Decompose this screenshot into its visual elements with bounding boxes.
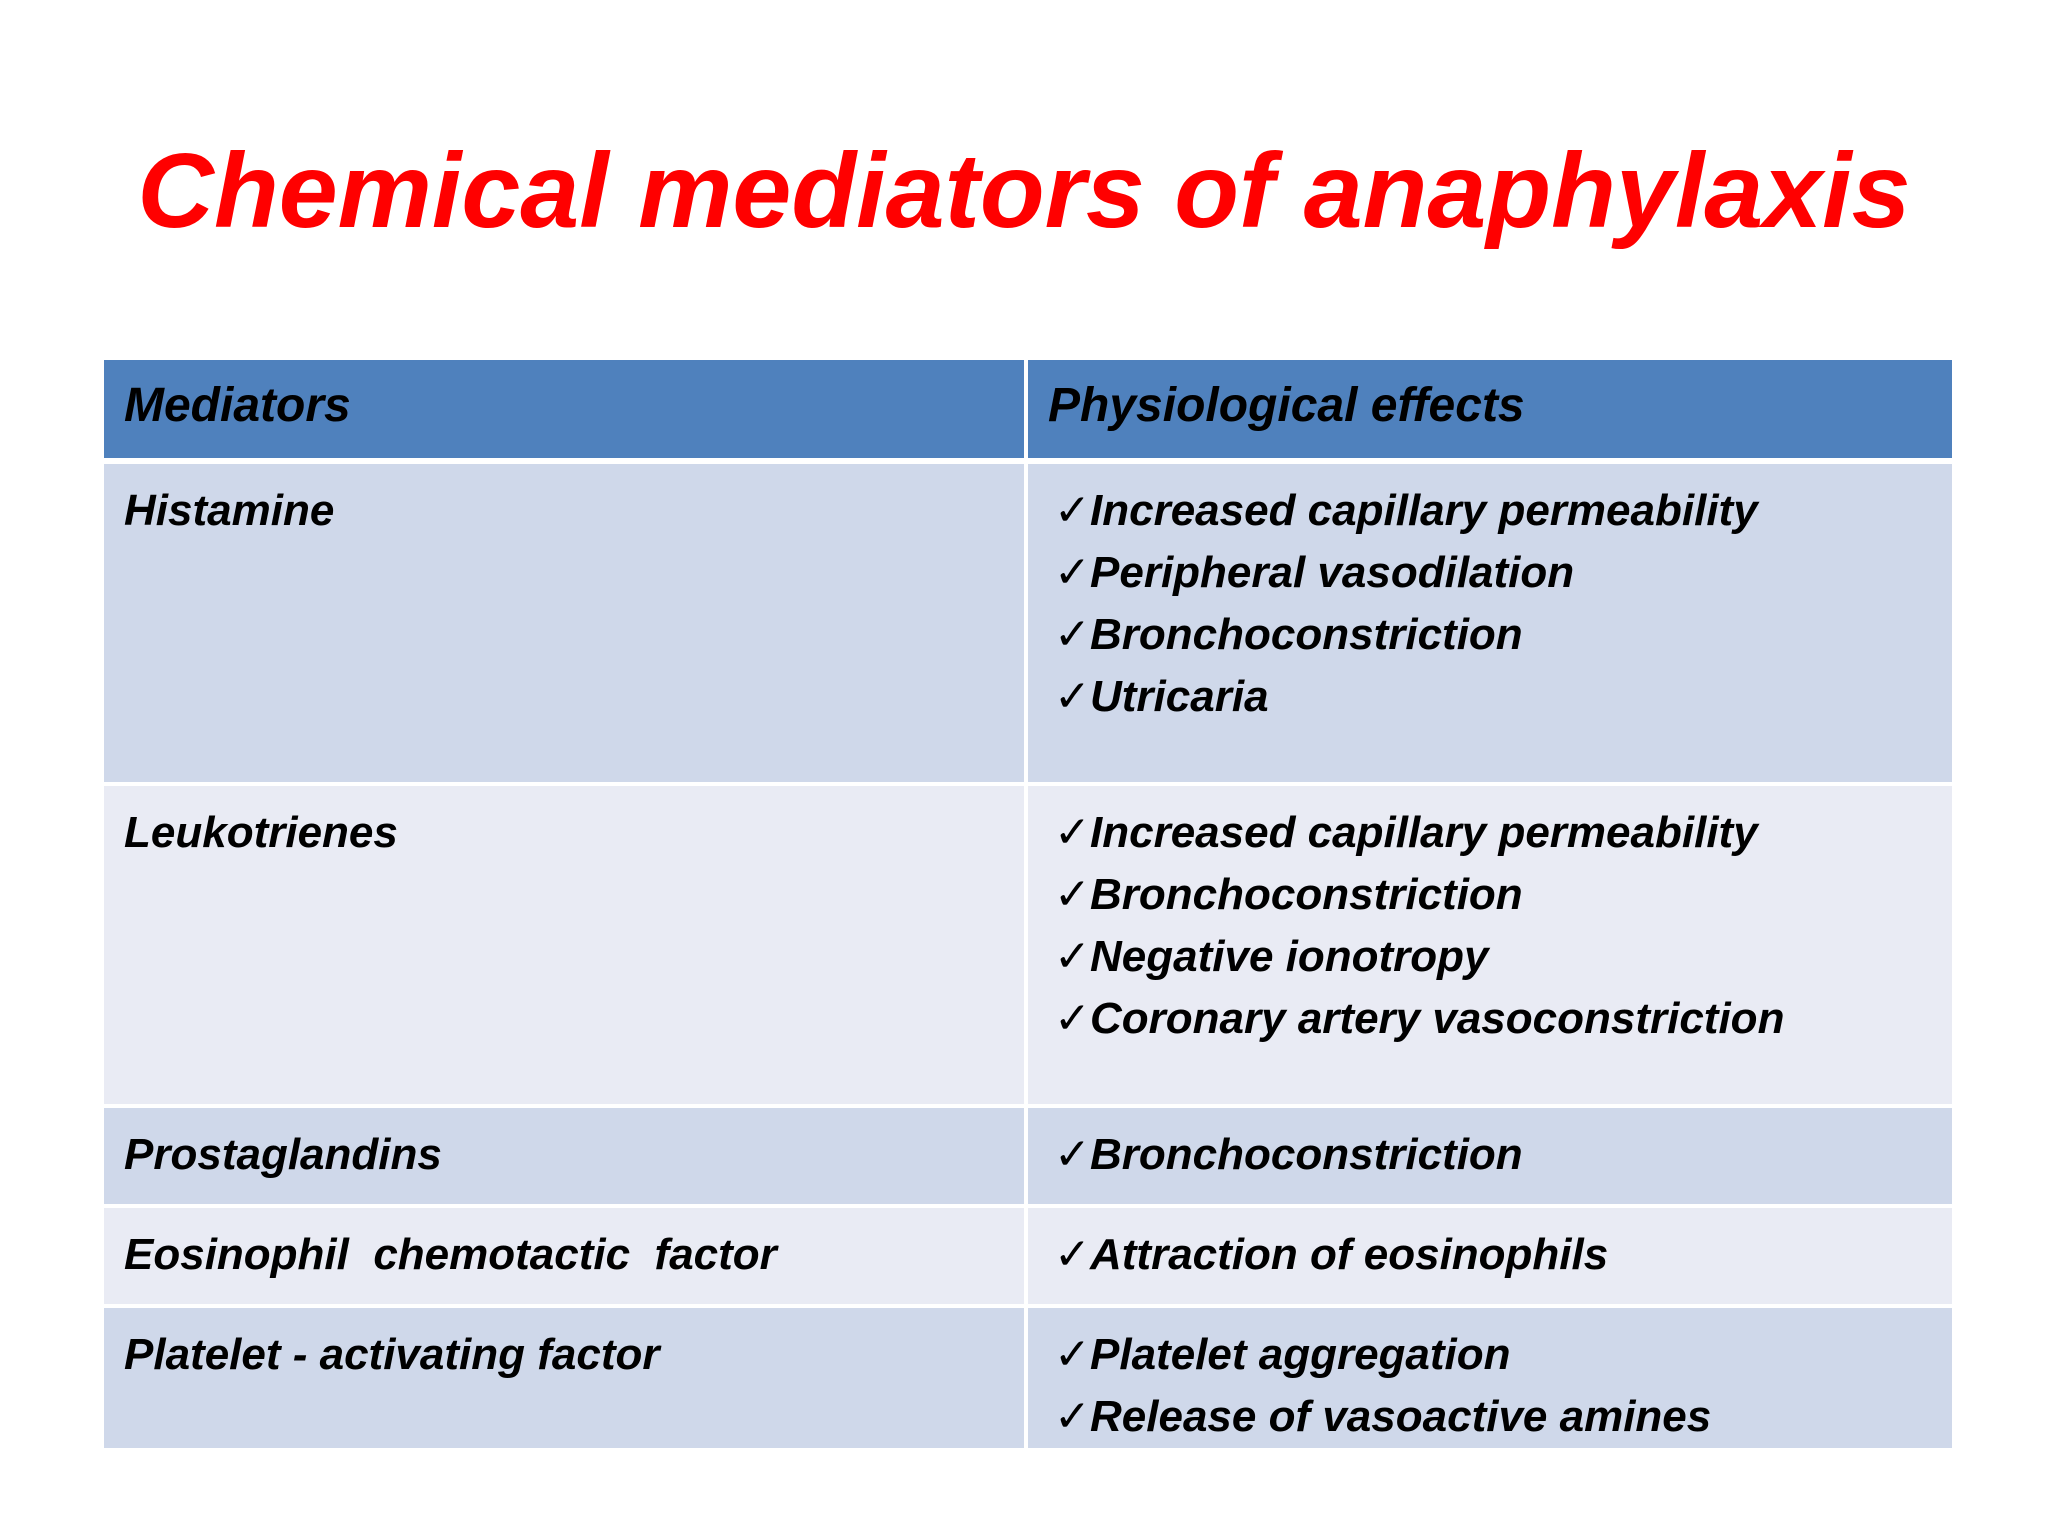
effects-list [1048, 1324, 1932, 1448]
effect-item [1054, 480, 1932, 542]
effect-text: Peripheral vasodilation [1090, 548, 1575, 597]
effect-item [1054, 988, 1932, 1050]
table-row-leukotrienes [104, 786, 1952, 1108]
check-icon: ✓ [1054, 547, 1091, 598]
effect-item [1054, 1324, 1932, 1386]
header-physiological-effects: Physiological effects [1028, 360, 1952, 464]
effect-text: Platelet aggregation [1090, 1330, 1511, 1379]
mediator-cell: Platelet - activating factor [104, 1308, 1028, 1452]
check-icon: ✓ [1054, 671, 1091, 722]
effect-item [1054, 604, 1932, 666]
check-icon: ✓ [1054, 993, 1091, 1044]
check-icon: ✓ [1054, 869, 1091, 920]
effects-list [1048, 480, 1932, 728]
mediator-cell: Leukotrienes [104, 786, 1028, 1108]
check-icon: ✓ [1054, 1229, 1091, 1280]
check-icon: ✓ [1054, 807, 1091, 858]
mediators-table [104, 360, 1952, 1452]
effect-text: Coronary artery vasoconstriction [1090, 994, 1785, 1043]
check-icon: ✓ [1054, 1129, 1091, 1180]
effect-text: Attraction of eosinophils [1090, 1230, 1609, 1279]
effect-item [1054, 802, 1932, 864]
effect-item [1054, 926, 1932, 988]
effects-cell [1028, 464, 1952, 786]
effect-text: Bronchoconstriction [1090, 1130, 1523, 1179]
effects-cell [1028, 1108, 1952, 1208]
effects-list [1048, 1124, 1932, 1186]
check-icon: ✓ [1054, 609, 1091, 660]
table-row-histamine [104, 464, 1952, 786]
effects-list [1048, 1224, 1932, 1286]
table-row-platelet-activating-factor [104, 1308, 1952, 1452]
check-icon: ✓ [1054, 485, 1091, 536]
effect-item [1054, 1224, 1932, 1286]
check-icon: ✓ [1054, 931, 1091, 982]
table-row-prostaglandins [104, 1108, 1952, 1208]
header-mediators: Mediators [104, 360, 1028, 464]
check-icon: ✓ [1054, 1391, 1091, 1442]
effect-text: Utricaria [1090, 672, 1269, 721]
effect-text: Negative ionotropy [1090, 932, 1489, 981]
effects-cell [1028, 1208, 1952, 1308]
mediator-cell: Histamine [104, 464, 1028, 786]
effect-text: Bronchoconstriction [1090, 610, 1523, 659]
effect-text: Bronchoconstriction [1090, 870, 1523, 919]
effect-item [1054, 666, 1932, 728]
effect-item [1054, 864, 1932, 926]
effect-text: Increased capillary permeability [1090, 486, 1758, 535]
table-row-eosinophil-chemotactic-factor [104, 1208, 1952, 1308]
effect-item [1054, 542, 1932, 604]
mediator-cell: Prostaglandins [104, 1108, 1028, 1208]
effects-list [1048, 802, 1932, 1050]
check-icon: ✓ [1054, 1329, 1091, 1380]
mediator-cell: Eosinophil chemotactic factor [104, 1208, 1028, 1308]
effect-item [1054, 1124, 1932, 1186]
effect-text: Release of vasoactive amines [1090, 1392, 1712, 1441]
effects-cell [1028, 1308, 1952, 1452]
effect-item [1054, 1386, 1932, 1448]
effect-text: Increased capillary permeability [1090, 808, 1758, 857]
table-header-row [104, 360, 1952, 464]
effects-cell [1028, 786, 1952, 1108]
slide-title: Chemical mediators of anaphylaxis [137, 132, 1911, 250]
